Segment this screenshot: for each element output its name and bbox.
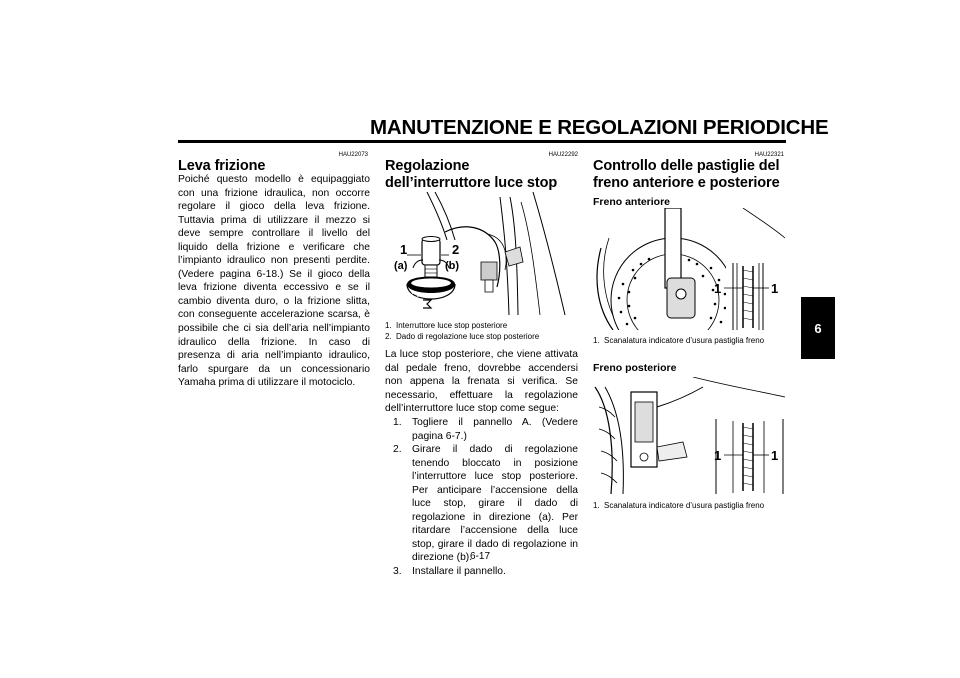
section-code: HAU22073 [338,152,368,158]
caption-item: 1. Interruttore luce stop posteriore [385,321,508,330]
step-item: 3. Installare il pannello. [393,566,506,578]
section-code: HAU22292 [548,152,578,158]
page-header-title: MANUTENZIONE E REGOLAZIONI PERIODICHE [370,116,829,139]
section-code: HAU22321 [754,152,784,158]
section-heading-brake-light-switch: Regolazione dell’interruttore luce stop [385,158,558,191]
section-heading-brake-pads: Controllo delle pastiglie del freno anteriore e posteriore [593,158,780,191]
label-a: (a) [394,260,408,272]
subheading-rear-brake: Freno posteriore [593,362,677,374]
subheading-front-brake: Freno anteriore [593,196,671,208]
label-1: 1 [714,448,722,463]
label-1: 1 [400,242,408,257]
label-2: 2 [452,242,460,257]
rear-brake-caption [593,500,785,511]
caption-item: 2. Dado di regolazione luce stop posteriore [385,332,540,341]
label-1: 1 [714,281,722,296]
step-item: 2. Girare il dado di regolazione tenendo bloccato in posizione l’interruttore luce stop posteriore. Per anticipare l’accensione della luce stop, girare il dado di regolazione in direzione (a). Per ritardare l’accensione della luce stop, girare il dado di regolazione in direzione (b). [393,444,578,564]
front-brake-caption [593,335,785,346]
brake-light-switch-figure [385,192,578,315]
brake-light-figure-captions [385,320,578,342]
chapter-tab: 6 [801,297,835,359]
step-item: 1. Togliere il pannello A. (Vedere pagina 6-7.) [393,417,578,442]
page-number: 6-17 [469,551,490,562]
brake-light-intro: La luce stop posteriore, che viene attivata dal pedale freno, dovrebbe accendersi non appena la frenata si verifica. Se necessario, effettuare la regolazione dell’interruttore luce stop come segue: [385,349,578,415]
label-b: (b) [445,260,460,272]
label-1: 1 [771,281,779,296]
caption-item: 1. Scanalatura indicatore d’usura pastiglia freno [593,501,765,510]
label-1: 1 [771,448,779,463]
front-brake-figure [593,208,785,330]
clutch-lever-text: Poiché questo modello è equipaggiato con una frizione idraulica, non occorre regolare il gioco della leva frizione. Tuttavia prima di utilizzare il mezzo si deve sempre controllare il livello del liquido della frizione e verificare che l’impianto idraulico non presenti perdite. (Vedere pagina 6-18.) Se il gioco della leva frizione diventa eccessivo e se il cambio diventa duro, o la frizione slitta, con conseguente accelerazione scarsa, è possibile che ci sia dell’aria nell’impianto idraulico della frizione. In caso di presenza di aria nell’impianto idraulico, farlo spurgare da un concessionario Yamaha prima di utilizzare il motociclo. [178,174,370,389]
caption-item: 1. Scanalatura indicatore d’usura pastiglia freno [593,336,765,345]
section-heading-clutch-lever: Leva frizione [178,158,266,174]
header-rule [178,140,786,143]
rear-brake-figure [593,377,785,494]
